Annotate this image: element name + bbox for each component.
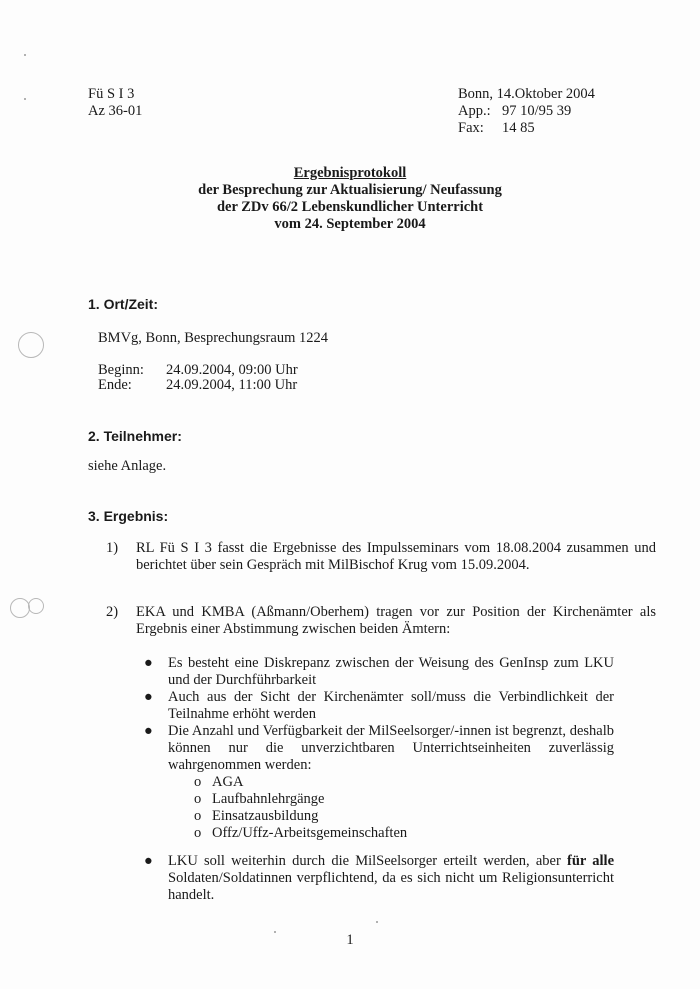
punch-hole-mark <box>10 598 30 618</box>
sub-list <box>168 774 614 842</box>
meeting-place: BMVg, Bonn, Besprechungsraum 1224 <box>98 330 328 346</box>
circle-bullet-icon: o <box>194 808 202 824</box>
bullet-text: Auch aus der Sicht der Kirchenämter soll/muss die Verbindlichkeit der Teilnahme erhöht werden <box>168 689 614 722</box>
punch-hole-mark <box>28 598 44 614</box>
file-reference: Az 36-01 <box>88 103 143 119</box>
section-heading-result: 3. Ergebnis: <box>88 508 169 524</box>
sub-item-text: Offz/Uffz-Arbeitsgemeinschaften <box>212 825 408 841</box>
bullet-item <box>142 853 614 904</box>
document-title <box>0 165 700 233</box>
scan-speck <box>24 54 26 56</box>
bullet-text-part: Soldaten/Soldatinnen verpflichtend, da es sich nicht um Religionsunterricht handelt. <box>168 870 614 903</box>
bullet-item <box>142 689 614 723</box>
item-number: 1) <box>106 540 119 556</box>
circle-bullet-icon: o <box>194 774 202 790</box>
item-text: EKA und KMBA (Aßmann/Oberhem) tragen vor zur Position der Kirchenämter als Ergebnis einer Abstimmung zwischen beiden Ämtern: <box>136 604 656 637</box>
title-main: Ergebnisprotokoll <box>293 165 407 181</box>
sub-item <box>168 808 614 825</box>
section-heading-participants: 2. Teilnehmer: <box>88 428 182 444</box>
punch-hole-mark <box>18 332 44 358</box>
result-item-1 <box>106 540 656 574</box>
bullet-text-part: LKU soll weiterhin durch die MilSeelsorger erteilt werden, aber <box>168 853 567 869</box>
end-label: Ende: <box>98 377 132 393</box>
circle-bullet-icon: o <box>194 791 202 807</box>
sub-item-text: Laufbahnlehrgänge <box>212 791 325 807</box>
bullet-dot-icon: ● <box>144 723 153 739</box>
scan-speck <box>24 98 26 100</box>
scan-speck <box>376 921 378 923</box>
sub-item <box>168 774 614 791</box>
title-line-4: vom 24. September 2004 <box>274 216 426 232</box>
position-bullet-list <box>142 655 614 842</box>
bullet-text: Die Anzahl und Verfügbarkeit der MilSeelsorger/-innen ist begrenzt, deshalb können nur die unverzichtbaren Unterrichtseinheiten zuverlässig wahrgenommen werden: <box>168 723 614 773</box>
lku-bullet-list <box>142 853 614 904</box>
bullet-dot-icon: ● <box>144 853 153 869</box>
section-heading-location-time: 1. Ort/Zeit: <box>88 296 159 312</box>
fax-row <box>458 120 595 137</box>
title-line-3: der ZDv 66/2 Lebenskundlicher Unterricht <box>216 199 484 215</box>
office-code: Fü S I 3 <box>88 86 135 102</box>
place-date: Bonn, 14.Oktober 2004 <box>458 86 595 102</box>
bullet-item <box>142 723 614 842</box>
phone-extension-row <box>458 103 595 120</box>
end-value: 24.09.2004, 11:00 Uhr <box>166 377 298 393</box>
item-text: RL Fü S I 3 fasst die Ergebnisse des Impulsseminars vom 18.08.2004 zusammen und berichtet über sein Gespräch mit MilBischof Krug vom 15.09.2004. <box>136 540 656 573</box>
bullet-text-emphasis: für alle <box>567 853 615 869</box>
bullet-text: Es besteht eine Diskrepanz zwischen der Weisung des GenInsp zum LKU und der Durchführbarkeit <box>168 655 614 688</box>
circle-bullet-icon: o <box>194 825 202 841</box>
app-label: App.: <box>458 103 491 119</box>
sub-item-text: Einsatzausbildung <box>212 808 319 824</box>
bullet-dot-icon: ● <box>144 655 153 671</box>
title-line-2: der Besprechung zur Aktualisierung/ Neufassung <box>198 182 502 198</box>
item-number: 2) <box>106 604 119 620</box>
end-row <box>98 377 297 394</box>
sub-item <box>168 791 614 808</box>
bullet-dot-icon: ● <box>144 689 153 705</box>
sub-item <box>168 825 614 842</box>
bullet-item <box>142 655 614 689</box>
fax-label: Fax: <box>458 120 484 136</box>
office-reference <box>88 86 142 120</box>
begin-value: 24.09.2004, 09:00 Uhr <box>166 362 298 378</box>
result-item-2 <box>106 604 656 638</box>
contact-block <box>458 86 595 137</box>
sub-item-text: AGA <box>212 774 244 790</box>
participants-text: siehe Anlage. <box>88 458 167 474</box>
app-value: 97 10/95 39 <box>502 103 572 119</box>
page-number: 1 <box>346 932 354 948</box>
fax-value: 14 85 <box>502 120 535 136</box>
begin-label: Beginn: <box>98 362 144 378</box>
